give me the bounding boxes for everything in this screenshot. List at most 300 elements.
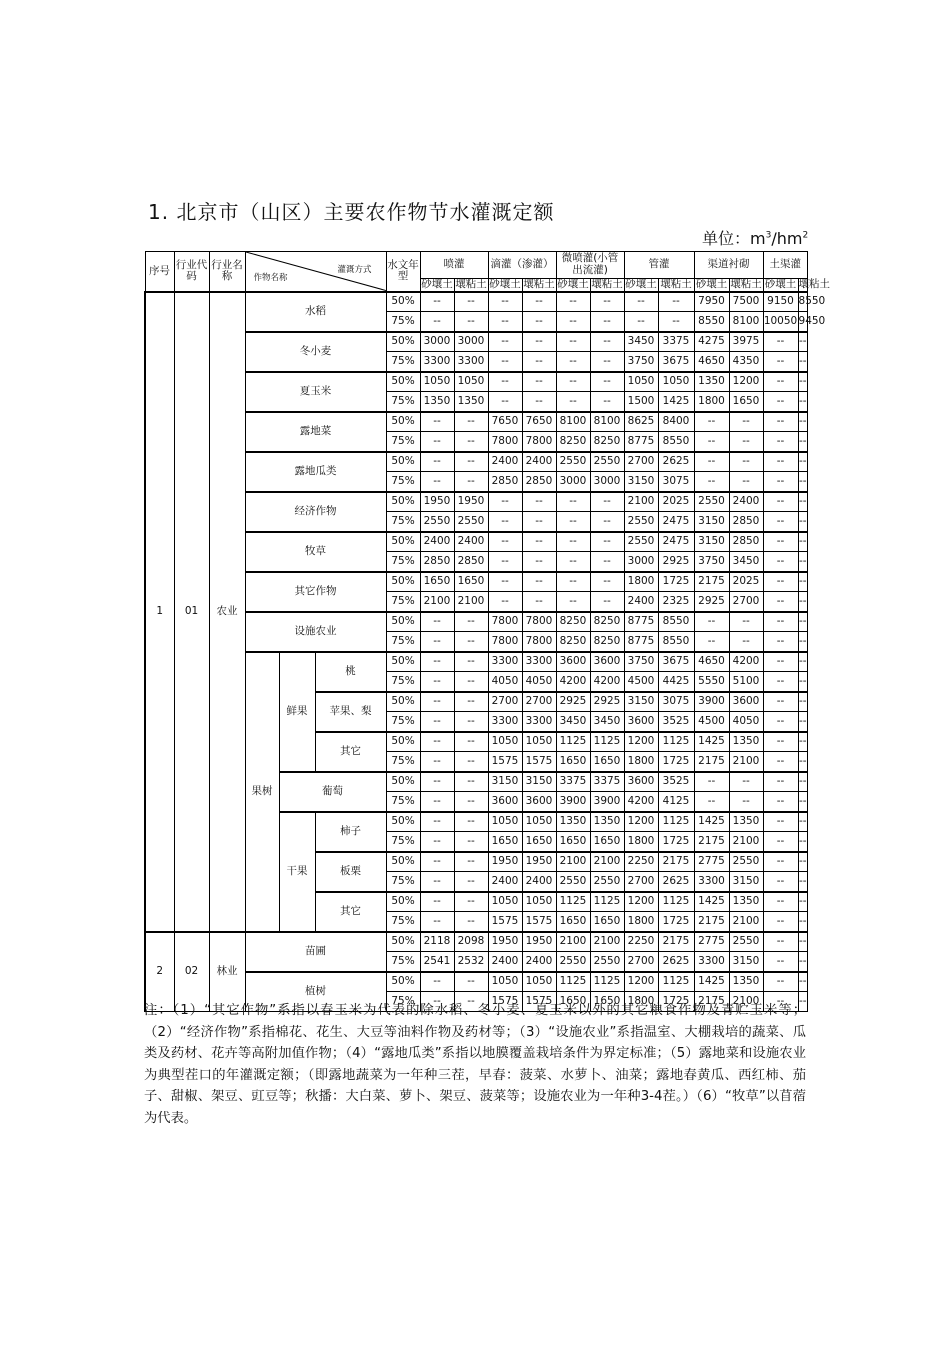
value-cell: 3900 [590, 792, 624, 812]
value-cell: 4125 [658, 792, 694, 812]
hydro-year-cell: 75% [386, 312, 420, 332]
value-cell: 2550 [590, 952, 624, 972]
value-cell: 3300 [420, 352, 454, 372]
value-cell: -- [798, 552, 807, 572]
value-cell: -- [590, 552, 624, 572]
value-cell: -- [798, 372, 807, 392]
value-cell: 4650 [694, 652, 729, 672]
value-cell: 2850 [522, 472, 556, 492]
value-cell: 2850 [729, 532, 763, 552]
value-cell: 1350 [556, 812, 590, 832]
hydro-year-cell: 50% [386, 892, 420, 912]
value-cell: 2400 [488, 952, 522, 972]
value-cell: -- [420, 712, 454, 732]
value-cell: 1575 [522, 992, 556, 1012]
value-cell: -- [454, 912, 488, 932]
value-cell: 3675 [658, 352, 694, 372]
value-cell: -- [763, 472, 798, 492]
value-cell: -- [590, 592, 624, 612]
value-cell: 2100 [729, 912, 763, 932]
value-cell: -- [763, 412, 798, 432]
table-row [145, 452, 808, 472]
header-industry: 行业名称 [209, 252, 245, 292]
value-cell: 3750 [624, 352, 658, 372]
value-cell: 1050 [454, 372, 488, 392]
value-cell: -- [590, 292, 624, 312]
header-method-sprinkler: 喷灌 [420, 252, 488, 279]
value-cell: -- [454, 732, 488, 752]
value-cell: -- [420, 872, 454, 892]
value-cell: -- [798, 352, 807, 372]
value-cell: -- [694, 792, 729, 812]
value-cell: 1650 [590, 992, 624, 1012]
value-cell: 1800 [624, 752, 658, 772]
value-cell: 1050 [522, 732, 556, 752]
value-cell: 2850 [420, 552, 454, 572]
value-cell: 3300 [522, 652, 556, 672]
value-cell: 2532 [454, 952, 488, 972]
value-cell: -- [694, 472, 729, 492]
value-cell: 4500 [624, 672, 658, 692]
soil-sandy: 砂壤土 [557, 278, 589, 290]
value-cell: -- [694, 412, 729, 432]
value-cell: 3600 [590, 652, 624, 672]
header-hydro: 水文年型 [386, 252, 420, 292]
hydro-year-cell: 50% [386, 852, 420, 872]
value-cell: 3000 [420, 332, 454, 352]
value-cell: 2550 [590, 452, 624, 472]
crop-name: 冬小麦 [245, 332, 386, 372]
value-cell: -- [763, 452, 798, 472]
value-cell: 2118 [420, 932, 454, 952]
value-cell: 3600 [522, 792, 556, 812]
value-cell: -- [694, 632, 729, 652]
value-cell: 4050 [522, 672, 556, 692]
crop-name: 板栗 [315, 852, 386, 892]
value-cell: 1350 [420, 392, 454, 412]
value-cell: 1575 [488, 752, 522, 772]
value-cell: -- [420, 892, 454, 912]
value-cell: 3450 [590, 712, 624, 732]
value-cell: 1650 [590, 912, 624, 932]
value-cell: 1950 [522, 932, 556, 952]
value-cell: 2700 [729, 592, 763, 612]
value-cell: 1650 [420, 572, 454, 592]
value-cell: 4500 [694, 712, 729, 732]
value-cell: 3300 [488, 712, 522, 732]
value-cell: 3150 [624, 472, 658, 492]
value-cell: 3600 [624, 772, 658, 792]
value-cell: 4200 [556, 672, 590, 692]
value-cell: 3300 [694, 872, 729, 892]
crop-name: 夏玉米 [245, 372, 386, 412]
soil-clay: 壤粘土 [658, 279, 694, 292]
hydro-year-cell: 75% [386, 552, 420, 572]
value-cell: 8775 [624, 612, 658, 632]
header-method-lined: 渠道衬砌 [694, 252, 763, 279]
value-cell: 1050 [488, 972, 522, 992]
value-cell: -- [763, 572, 798, 592]
value-cell: -- [488, 492, 522, 512]
soil-clay: 壤粘土 [455, 278, 487, 290]
hydro-year-cell: 75% [386, 472, 420, 492]
value-cell: 7800 [522, 612, 556, 632]
value-cell: 1575 [522, 752, 556, 772]
value-cell: -- [763, 912, 798, 932]
value-cell: 3000 [454, 332, 488, 352]
hydro-year-cell: 50% [386, 492, 420, 512]
header-method-pipe: 管灌 [624, 252, 694, 279]
page-title: 1. 北京市（山区）主要农作物节水灌溉定额 [148, 200, 555, 224]
value-cell: 3450 [624, 332, 658, 352]
crop-name: 植树 [245, 972, 386, 1012]
hydro-year-cell: 75% [386, 992, 420, 1012]
value-cell: 1650 [488, 832, 522, 852]
table-row [145, 292, 808, 312]
value-cell: -- [798, 912, 807, 932]
hydro-year-cell: 75% [386, 912, 420, 932]
value-cell: -- [763, 932, 798, 952]
value-cell: 2400 [729, 492, 763, 512]
value-cell: -- [420, 612, 454, 632]
value-cell: 2550 [556, 952, 590, 972]
value-cell: 8250 [590, 612, 624, 632]
value-cell: 2475 [658, 512, 694, 532]
value-cell: -- [454, 632, 488, 652]
value-cell: 3300 [522, 712, 556, 732]
value-cell: 2700 [624, 952, 658, 972]
value-cell: 8550 [658, 612, 694, 632]
soil-clay: 壤粘土 [730, 278, 762, 290]
value-cell: -- [488, 372, 522, 392]
value-cell: -- [420, 792, 454, 812]
value-cell: 1125 [556, 732, 590, 752]
value-cell: -- [798, 452, 807, 472]
value-cell: -- [454, 652, 488, 672]
value-cell: 2550 [590, 872, 624, 892]
value-cell: -- [556, 332, 590, 352]
value-cell: -- [763, 512, 798, 532]
value-cell: 2175 [694, 572, 729, 592]
value-cell: 9450 [798, 312, 807, 332]
value-cell: -- [590, 352, 624, 372]
value-cell: 2400 [488, 872, 522, 892]
value-cell: -- [420, 832, 454, 852]
hydro-year-cell: 50% [386, 812, 420, 832]
hydro-year-cell: 50% [386, 692, 420, 712]
value-cell: 2325 [658, 592, 694, 612]
value-cell: 2100 [729, 832, 763, 852]
value-cell: -- [763, 732, 798, 752]
header-method-earth: 土渠灌 [763, 252, 807, 279]
value-cell: 1350 [729, 732, 763, 752]
value-cell: 4050 [488, 672, 522, 692]
hydro-year-cell: 75% [386, 592, 420, 612]
value-cell: 1350 [729, 972, 763, 992]
hydro-year-cell: 50% [386, 612, 420, 632]
value-cell: 1950 [488, 852, 522, 872]
value-cell: 2400 [488, 452, 522, 472]
value-cell: 3675 [658, 652, 694, 672]
value-cell: 2400 [624, 592, 658, 612]
value-cell: -- [454, 772, 488, 792]
value-cell: -- [420, 472, 454, 492]
value-cell: 1350 [454, 392, 488, 412]
soil-sandy: 砂壤土 [625, 278, 657, 290]
value-cell: -- [798, 472, 807, 492]
header-seq: 序号 [145, 252, 174, 292]
value-cell: 4275 [694, 332, 729, 352]
value-cell: -- [729, 772, 763, 792]
value-cell: -- [729, 432, 763, 452]
value-cell: 3525 [658, 772, 694, 792]
value-cell: 2925 [556, 692, 590, 712]
value-cell: -- [420, 912, 454, 932]
value-cell: -- [658, 292, 694, 312]
value-cell: -- [420, 432, 454, 452]
value-cell: -- [798, 612, 807, 632]
value-cell: 8100 [556, 412, 590, 432]
value-cell: 1125 [658, 812, 694, 832]
value-cell: 3075 [658, 472, 694, 492]
value-cell: -- [556, 372, 590, 392]
value-cell: 1050 [522, 892, 556, 912]
value-cell: 3600 [624, 712, 658, 732]
value-cell: 1350 [590, 812, 624, 832]
value-cell: 2100 [729, 752, 763, 772]
value-cell: -- [454, 812, 488, 832]
value-cell: 1725 [658, 912, 694, 932]
value-cell: 8550 [658, 632, 694, 652]
value-cell: 1050 [658, 372, 694, 392]
value-cell: 1575 [522, 912, 556, 932]
value-cell: -- [556, 532, 590, 552]
value-cell: 1650 [454, 572, 488, 592]
value-cell: 1050 [522, 812, 556, 832]
value-cell: 1800 [694, 392, 729, 412]
value-cell: -- [590, 532, 624, 552]
value-cell: -- [798, 392, 807, 412]
value-cell: -- [556, 572, 590, 592]
value-cell: 1950 [420, 492, 454, 512]
value-cell: 2250 [624, 932, 658, 952]
value-cell: -- [522, 372, 556, 392]
value-cell: 3150 [694, 512, 729, 532]
value-cell: -- [420, 752, 454, 772]
value-cell: -- [488, 292, 522, 312]
value-cell: 2175 [658, 932, 694, 952]
value-cell: -- [798, 512, 807, 532]
value-cell: 1650 [590, 832, 624, 852]
value-cell: -- [798, 332, 807, 352]
value-cell: 2700 [488, 692, 522, 712]
value-cell: 1950 [522, 852, 556, 872]
hydro-year-cell: 50% [386, 452, 420, 472]
value-cell: 2850 [454, 552, 488, 572]
value-cell: 1200 [624, 972, 658, 992]
value-cell: 4425 [658, 672, 694, 692]
hydro-year-cell: 75% [386, 712, 420, 732]
value-cell: -- [488, 332, 522, 352]
value-cell: 4200 [624, 792, 658, 812]
value-cell: -- [798, 932, 807, 952]
value-cell: -- [454, 892, 488, 912]
value-cell: -- [590, 312, 624, 332]
value-cell: -- [763, 552, 798, 572]
value-cell: -- [798, 492, 807, 512]
value-cell: -- [420, 732, 454, 752]
value-cell: 8100 [729, 312, 763, 332]
value-cell: -- [522, 512, 556, 532]
value-cell: 5550 [694, 672, 729, 692]
crop-name: 露地瓜类 [245, 452, 386, 492]
table-row [145, 412, 808, 432]
value-cell: 4650 [694, 352, 729, 372]
value-cell: 2550 [624, 512, 658, 532]
hydro-year-cell: 50% [386, 932, 420, 952]
value-cell: 4200 [729, 652, 763, 672]
value-cell: -- [454, 972, 488, 992]
value-cell: -- [454, 852, 488, 872]
value-cell: -- [556, 592, 590, 612]
value-cell: 1125 [658, 732, 694, 752]
value-cell: 8250 [556, 632, 590, 652]
crop-name: 其它 [315, 892, 386, 932]
value-cell: 2175 [694, 752, 729, 772]
value-cell: 7800 [522, 632, 556, 652]
value-cell: -- [763, 812, 798, 832]
value-cell: 2400 [522, 952, 556, 972]
value-cell: 2625 [658, 872, 694, 892]
value-cell: 1200 [624, 892, 658, 912]
soil-sandy: 砂壤土 [695, 278, 728, 290]
value-cell: 1125 [556, 892, 590, 912]
value-cell: 2400 [420, 532, 454, 552]
value-cell: -- [556, 512, 590, 532]
value-cell: 3000 [590, 472, 624, 492]
value-cell: 1050 [522, 972, 556, 992]
value-cell: -- [798, 892, 807, 912]
value-cell: -- [420, 972, 454, 992]
value-cell: -- [420, 412, 454, 432]
value-cell: 3150 [694, 532, 729, 552]
value-cell: 8250 [556, 432, 590, 452]
hydro-year-cell: 50% [386, 332, 420, 352]
crop-name: 柿子 [315, 812, 386, 852]
value-cell: 2775 [694, 932, 729, 952]
value-cell: 3150 [729, 952, 763, 972]
value-cell: 2541 [420, 952, 454, 972]
value-cell: 1650 [556, 912, 590, 932]
value-cell: 2550 [454, 512, 488, 532]
value-cell: 2700 [522, 692, 556, 712]
value-cell: -- [420, 992, 454, 1012]
value-cell: 8550 [694, 312, 729, 332]
hydro-year-cell: 50% [386, 572, 420, 592]
value-cell: -- [454, 452, 488, 472]
value-cell: 1800 [624, 992, 658, 1012]
value-cell: 3150 [488, 772, 522, 792]
value-cell: 1050 [624, 372, 658, 392]
value-cell: 8250 [556, 612, 590, 632]
value-cell: 1725 [658, 572, 694, 592]
value-cell: 7800 [488, 632, 522, 652]
value-cell: 1125 [590, 972, 624, 992]
value-cell: 2775 [694, 852, 729, 872]
value-cell: 1200 [624, 732, 658, 752]
value-cell: -- [798, 532, 807, 552]
hydro-year-cell: 75% [386, 392, 420, 412]
value-cell: 2550 [624, 532, 658, 552]
value-cell: 1350 [729, 812, 763, 832]
value-cell: 5100 [729, 672, 763, 692]
value-cell: -- [454, 792, 488, 812]
header-method-micro: 微喷灌(小管出流灌) [556, 252, 624, 279]
value-cell: 2850 [488, 472, 522, 492]
value-cell: 3000 [624, 552, 658, 572]
value-cell: 2025 [658, 492, 694, 512]
hydro-year-cell: 75% [386, 832, 420, 852]
value-cell: -- [694, 612, 729, 632]
table-row [145, 372, 808, 392]
value-cell: -- [798, 772, 807, 792]
value-cell: -- [522, 552, 556, 572]
value-cell: 2100 [624, 492, 658, 512]
irrigation-quota-table [144, 251, 831, 1012]
value-cell: 1575 [488, 912, 522, 932]
value-cell: 1125 [556, 972, 590, 992]
crop-name: 其它 [315, 732, 386, 772]
value-cell: -- [729, 452, 763, 472]
value-cell: 1125 [658, 892, 694, 912]
value-cell: -- [729, 472, 763, 492]
value-cell: -- [763, 992, 798, 1012]
hydro-year-cell: 50% [386, 652, 420, 672]
value-cell: -- [488, 312, 522, 332]
value-cell: 3450 [556, 712, 590, 732]
soil-clay: 壤粘土 [523, 278, 555, 290]
value-cell: -- [488, 532, 522, 552]
value-cell: -- [798, 812, 807, 832]
value-cell: -- [798, 672, 807, 692]
value-cell: 4200 [590, 672, 624, 692]
value-cell: 1725 [658, 752, 694, 772]
group-code: 01 [174, 292, 209, 932]
value-cell: -- [798, 952, 807, 972]
value-cell: 2625 [658, 952, 694, 972]
value-cell: -- [658, 312, 694, 332]
value-cell: 1050 [488, 892, 522, 912]
value-cell: 9150 [763, 292, 798, 312]
value-cell: -- [522, 532, 556, 552]
hydro-year-cell: 75% [386, 872, 420, 892]
value-cell: -- [454, 292, 488, 312]
value-cell: 1200 [624, 812, 658, 832]
value-cell: -- [763, 652, 798, 672]
value-cell: -- [694, 432, 729, 452]
value-cell: 7500 [729, 292, 763, 312]
value-cell: 3750 [624, 652, 658, 672]
table-body [145, 252, 831, 1012]
value-cell: 2175 [694, 832, 729, 852]
value-cell: 2100 [420, 592, 454, 612]
hydro-year-cell: 50% [386, 292, 420, 312]
value-cell: -- [488, 592, 522, 612]
value-cell: -- [522, 352, 556, 372]
value-cell: 2925 [658, 552, 694, 572]
value-cell: 3300 [694, 952, 729, 972]
value-cell: -- [729, 412, 763, 432]
